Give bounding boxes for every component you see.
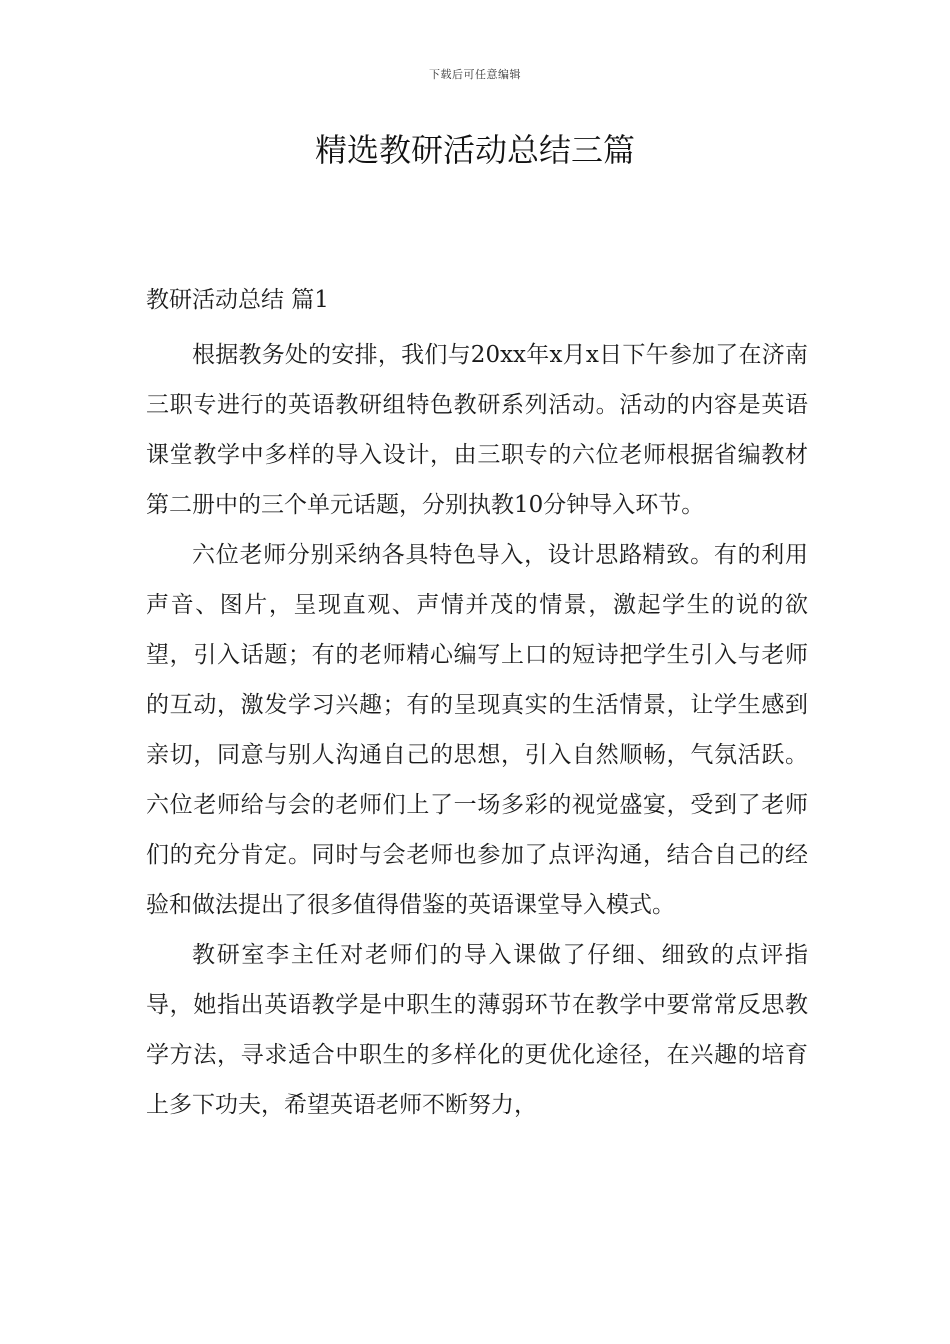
document-title: 精选教研活动总结三篇 (314, 131, 635, 169)
section-heading: 教研活动总结 篇1 (146, 287, 329, 313)
paragraph-2: 六位老师分别采纳各具特色导入，设计思路精致。有的利用声音、图片，呈现直观、声情并茂的情景，激起学生的说的欲望，引入话题；有的老师精心编写上口的短诗把学生引入与老师的互动，激发学习兴趣；有的呈现真实的生活情景，让学生感到亲切，同意与别人沟通自己的思想，引入自然顺畅，气氛活跃。六位老师给与会的老师们上了一场多彩的视觉盛宴，受到了老师们的充分肯定。同时与会老师也参加了点评沟通，结合自己的经验和做法提出了很多值得借鉴的英语课堂导入模式。 (146, 542, 808, 918)
document-body (146, 280, 808, 1130)
paragraph-1: 根据教务处的安排，我们与20xx年x月x日下午参加了在济南三职专进行的英语教研组特色教研系列活动。活动的内容是英语课堂教学中多样的导入设计，由三职专的六位老师根据省编教材第二册中的三个单元话题，分别执教10分钟导入环节。 (146, 342, 808, 518)
header-note: 下载后可任意编辑 (429, 68, 521, 81)
paragraph-3: 教研室李主任对老师们的导入课做了仔细、细致的点评指导，她指出英语教学是中职生的薄弱环节在教学中要常常反思教学方法，寻求适合中职生的多样化的更优化途径，在兴趣的培育上多下功夫，希望英语老师不断努力， (146, 942, 808, 1118)
